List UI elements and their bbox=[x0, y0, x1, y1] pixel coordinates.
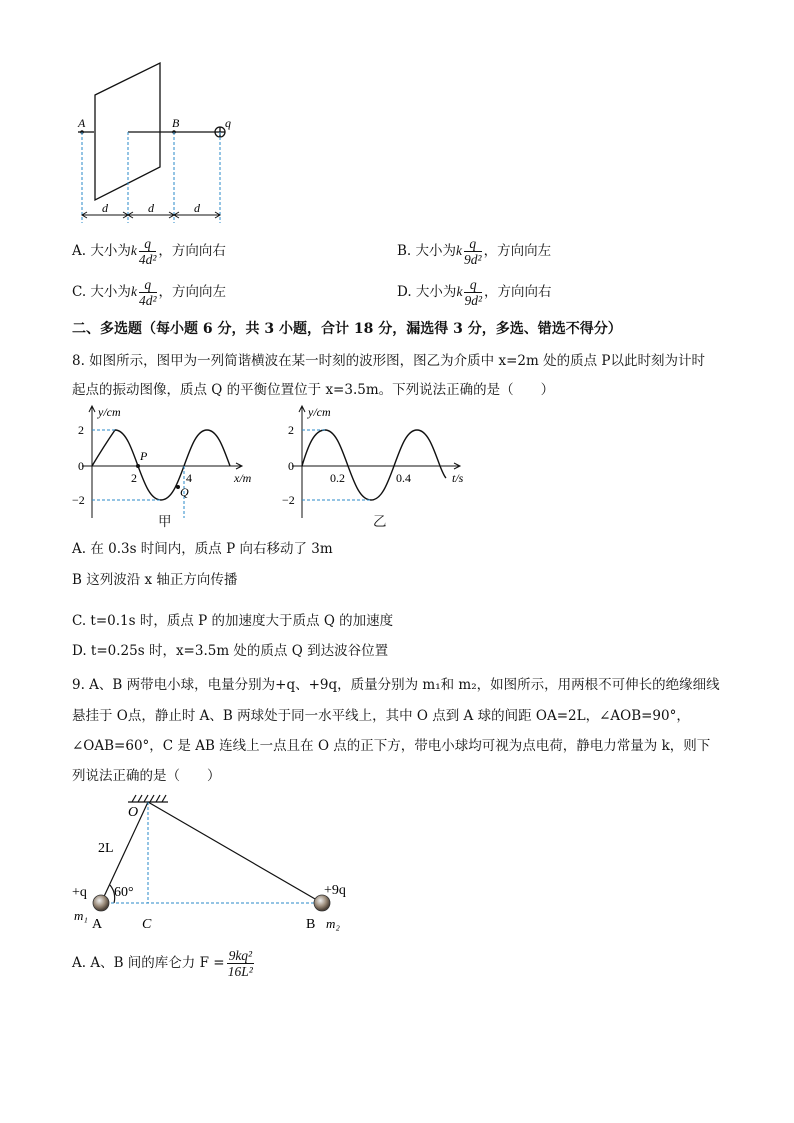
label-B: B bbox=[306, 917, 316, 932]
q8-option-b[interactable]: B 这列波沿 x 轴正方向传播 bbox=[72, 572, 238, 588]
tick-y-0: 0 bbox=[78, 459, 84, 473]
section-title: 二、多选题（每小题 6 分，共 3 小题，合计 18 分，漏选得 3 分，多选、错选不得分） bbox=[72, 321, 622, 337]
x-axis-label: x/m bbox=[234, 471, 252, 485]
q9-stem-line1: 9. A、B 两带电小球，电量分别为+q、+9q，质量分别为 m₁和 m₂，如图所示，用两根不可伸长的绝缘细线 bbox=[72, 677, 720, 693]
q8-option-d[interactable]: D. t=0.25s 时，x=3.5m 处的质点 Q 到达波谷位置 bbox=[72, 643, 389, 659]
q8-option-a[interactable]: A. 在 0.3s 时间内，质点 P 向右移动了 3m bbox=[72, 541, 333, 557]
label-m2: m₂ bbox=[326, 916, 340, 931]
tick-y-0: 0 bbox=[288, 459, 294, 473]
ball-A bbox=[93, 895, 109, 911]
q9-stem-line4: 列说法正确的是（ ） bbox=[72, 768, 221, 784]
q9-stem-line2: 悬挂于 O点，静止时 A、B 两球处于同一水平线上，其中 O 点到 A 球的间距 OA=2L，∠AOB=90°， bbox=[72, 708, 690, 724]
label-plus-9q: +9q bbox=[324, 883, 346, 898]
tick-y-neg2: −2 bbox=[72, 493, 85, 507]
vibration-curve bbox=[302, 430, 446, 500]
tick-x-02: 0.2 bbox=[330, 471, 345, 485]
tick-x-2: 2 bbox=[131, 471, 137, 485]
tick-y-neg2: −2 bbox=[282, 493, 295, 507]
q7-option-c[interactable]: C. 大小为k $\frac{q}{\text{4d²}}$ ，方向向左 bbox=[72, 277, 226, 308]
label-2L: 2L bbox=[98, 841, 114, 856]
q8-stem-line2: 起点的振动图像，质点 Q 的平衡位置位于 x=3.5m。下列说法正确的是（ ） bbox=[72, 382, 555, 398]
q8-option-c[interactable]: C. t=0.1s 时，质点 P 的加速度大于质点 Q 的加速度 bbox=[72, 613, 394, 629]
label-d3: d bbox=[194, 201, 200, 215]
tick-x-4: 4 bbox=[186, 471, 192, 485]
label-A: A bbox=[92, 917, 103, 932]
tick-x-04: 0.4 bbox=[396, 471, 411, 485]
label-plus-q: +q bbox=[72, 885, 87, 900]
point-Q-label: Q bbox=[180, 485, 189, 499]
caption-yi: 乙 bbox=[373, 514, 387, 530]
q7-option-a[interactable]: A. 大小为k $\frac{q}{\text{4d²}}$ ，方向向右 bbox=[72, 236, 226, 267]
suspended-charges-figure bbox=[68, 790, 368, 935]
y-axis-label: y/cm bbox=[98, 405, 121, 419]
q8-stem-line1: 8. 如图所示，图甲为一列简谐横波在某一时刻的波形图，图乙为介质中 x=2m 处的质点 P以此时刻为计时 bbox=[72, 353, 705, 369]
label-m1: m₁ bbox=[74, 908, 88, 923]
label-B: B bbox=[172, 116, 180, 130]
y-axis-label: y/cm bbox=[308, 405, 331, 419]
caption-jia: 甲 bbox=[158, 514, 172, 530]
plate-field-figure bbox=[70, 55, 250, 230]
label-C: C bbox=[142, 917, 152, 932]
wave-graph-jia bbox=[72, 400, 272, 530]
label-A: A bbox=[78, 116, 86, 130]
tick-y-2: 2 bbox=[288, 423, 294, 437]
point-P-label: P bbox=[140, 449, 148, 463]
thread-OB bbox=[148, 802, 322, 903]
label-O: O bbox=[128, 805, 139, 820]
label-d2: d bbox=[148, 201, 154, 215]
x-axis-label: t/s bbox=[452, 471, 464, 485]
q7-option-d[interactable]: D. 大小为k $\frac{q}{\text{9d²}}$ ，方向向右 bbox=[397, 277, 552, 308]
q7-option-b[interactable]: B. 大小为k $\frac{q}{\text{9d²}}$ ，方向向左 bbox=[397, 236, 552, 267]
wave-curve bbox=[92, 430, 230, 500]
label-60deg: 60° bbox=[114, 885, 134, 900]
tick-y-2: 2 bbox=[78, 423, 84, 437]
q9-option-a[interactable]: A. A、B 间的库仑力 F = $\frac{\text{9kq²}}{\text{16L²}}$ bbox=[72, 948, 253, 979]
q9-stem-line3: ∠OAB=60°，C 是 AB 连线上一点且在 O 点的正下方，带电小球均可视为点电荷，静电力常量为 k，则下 bbox=[72, 738, 711, 754]
label-d1: d bbox=[102, 201, 108, 215]
label-q: q bbox=[225, 116, 231, 130]
